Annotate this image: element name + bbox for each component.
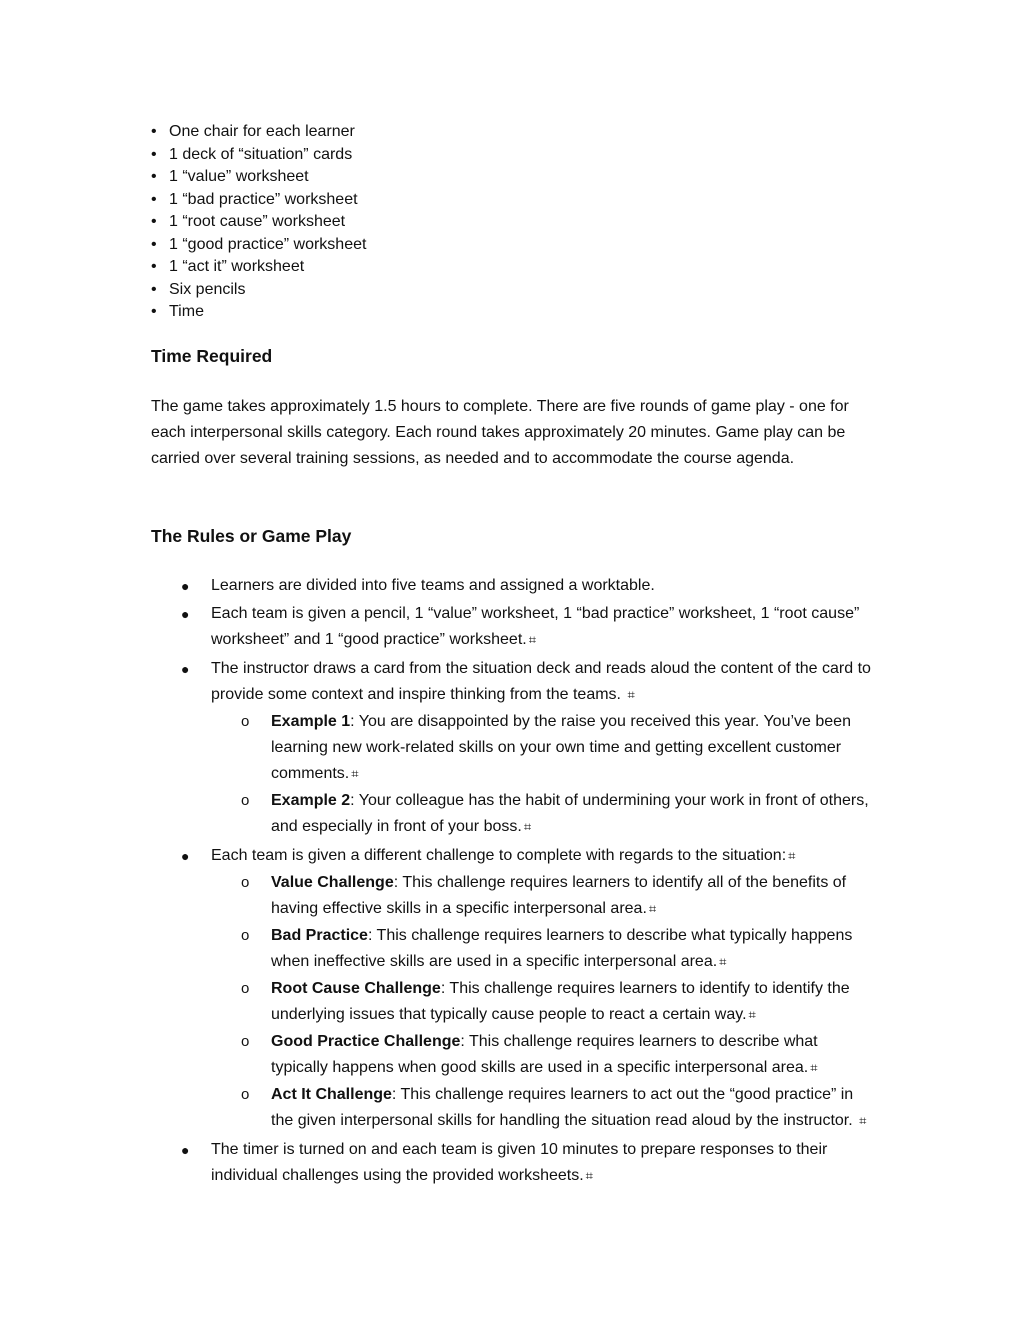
bullet-icon: • bbox=[151, 145, 157, 163]
bullet-icon: ● bbox=[181, 606, 190, 622]
list-item: • 1 “root cause” worksheet bbox=[151, 211, 366, 234]
bullet-icon: ● bbox=[181, 661, 190, 677]
challenge-item: o Root Cause Challenge: This challenge requires learners to identify to identify the underlying issues that typically cause people to react a certain way. ⌗ bbox=[211, 976, 871, 1029]
bullet-icon: • bbox=[151, 123, 157, 140]
rules-list bbox=[151, 573, 871, 1192]
challenge-item: o Act It Challenge: This challenge requires learners to act out the “good practice” in the given interpersonal skills for handling the situation read aloud by the instructor. ⌗ bbox=[211, 1082, 871, 1135]
rule-item: ● Each team is given a different challenge to complete with regards to the situation: ⌗ o Value Challenge: This challenge requires learners to identify all of the benefits of having effective skills in a specific interpersonal area. ⌗ o Bad Practice: This challenge requires learners to describe what typically happens when ineffective skills are used in a specific interpersonal area. ⌗ o Root Cause Challenge: This challenge requires learners to identify to identify the underlying issues that typically cause people to react a certain way. ⌗ o Good Practice Challenge: This challenge requires learners to describe what typically happens when good skills are used in a specific interpersonal area. ⌗ o Act It Challenge: This challenge requires learners to act out the “good practice” in the given interpersonal skills for handling the situation read aloud by the instructor. ⌗ bbox=[151, 843, 871, 1135]
bullet-icon: • bbox=[151, 235, 157, 253]
list-item: • One chair for each learner bbox=[151, 121, 366, 144]
rule-item: ● The timer is turned on and each team is given 10 minutes to prepare responses to their individual challenges using the provided worksheets. ⌗ bbox=[151, 1137, 871, 1190]
anchor-mark-icon: ⌗ bbox=[528, 633, 537, 648]
rule-item: ● Each team is given a pencil, 1 “value” worksheet, 1 “bad practice” worksheet, 1 “root cause” worksheet” and 1 “good practice” worksheet. ⌗ bbox=[151, 601, 871, 654]
challenge-item: o Good Practice Challenge: This challenge requires learners to describe what typically happens when good skills are used in a specific interpersonal area. ⌗ bbox=[211, 1029, 871, 1082]
anchor-mark-icon: ⌗ bbox=[810, 1061, 818, 1076]
list-item: • 1 “bad practice” worksheet bbox=[151, 189, 366, 212]
bullet-icon: • bbox=[151, 168, 157, 185]
challenge-list bbox=[211, 870, 871, 1135]
challenge-item: o Value Challenge: This challenge requires learners to identify all of the benefits of having effective skills in a specific interpersonal area. ⌗ bbox=[211, 870, 871, 923]
bullet-icon: • bbox=[151, 280, 157, 298]
bullet-icon: • bbox=[151, 303, 157, 320]
anchor-mark-icon: ⌗ bbox=[748, 1008, 756, 1023]
example-item: o Example 2: Your colleague has the habit of undermining your work in front of others, and especially in front of your boss. ⌗ bbox=[211, 788, 871, 841]
bullet-icon: • bbox=[151, 213, 157, 230]
circle-bullet-icon: o bbox=[241, 874, 250, 891]
bullet-icon: ● bbox=[181, 578, 190, 594]
list-item: • 1 deck of “situation” cards bbox=[151, 144, 366, 167]
time-required-heading: Time Required bbox=[151, 346, 273, 366]
bullet-icon: ● bbox=[181, 1142, 190, 1158]
rule-item: ● The instructor draws a card from the situation deck and reads aloud the content of the card to provide some context and inspire thinking from the teams. ⌗ o Example 1: You are disappointed by the raise you received this year. You’ve been learning new work-related skills on your own time and getting excellent customer comments. ⌗ o Example 2: Your colleague has the habit of undermining your work in front of others, and especially in front of your boss. ⌗ bbox=[151, 656, 871, 841]
materials-list bbox=[151, 121, 366, 324]
list-item: • 1 “act it” worksheet bbox=[151, 256, 366, 279]
anchor-mark-icon: ⌗ bbox=[627, 688, 635, 703]
anchor-mark-icon: ⌗ bbox=[859, 1114, 867, 1129]
bullet-icon: • bbox=[151, 190, 157, 208]
example-item: o Example 1: You are disappointed by the raise you received this year. You’ve been learning new work-related skills on your own time and getting excellent customer comments. ⌗ bbox=[211, 709, 871, 788]
anchor-mark-icon: ⌗ bbox=[788, 849, 796, 864]
list-item: • 1 “value” worksheet bbox=[151, 166, 366, 189]
list-item: • 1 “good practice” worksheet bbox=[151, 234, 366, 257]
time-required-paragraph: The game takes approximately 1.5 hours to complete. There are five rounds of game play - one for each interpersonal skills category. Each round takes approximately 20 minutes. Game play can be carried over several training sessions, as needed and to accommodate the course agenda. bbox=[151, 398, 849, 467]
rule-item: ● Learners are divided into five teams and assigned a worktable. bbox=[151, 573, 871, 599]
circle-bullet-icon: o bbox=[241, 792, 250, 809]
list-item: • Six pencils bbox=[151, 279, 366, 302]
bullet-icon: • bbox=[151, 258, 157, 275]
list-item: • Time bbox=[151, 301, 366, 324]
challenge-item: o Bad Practice: This challenge requires learners to describe what typically happens when ineffective skills are used in a specific interpersonal area. ⌗ bbox=[211, 923, 871, 976]
anchor-mark-icon: ⌗ bbox=[719, 955, 727, 970]
circle-bullet-icon: o bbox=[241, 980, 250, 997]
rules-heading: The Rules or Game Play bbox=[151, 526, 352, 546]
anchor-mark-icon: ⌗ bbox=[351, 767, 359, 782]
circle-bullet-icon: o bbox=[241, 1086, 250, 1103]
anchor-mark-icon: ⌗ bbox=[648, 902, 657, 917]
example-list bbox=[211, 709, 871, 841]
circle-bullet-icon: o bbox=[241, 1033, 250, 1050]
anchor-mark-icon: ⌗ bbox=[523, 820, 532, 835]
bullet-icon: ● bbox=[181, 848, 190, 864]
anchor-mark-icon: ⌗ bbox=[585, 1169, 593, 1184]
circle-bullet-icon: o bbox=[241, 713, 250, 730]
circle-bullet-icon: o bbox=[241, 927, 250, 944]
